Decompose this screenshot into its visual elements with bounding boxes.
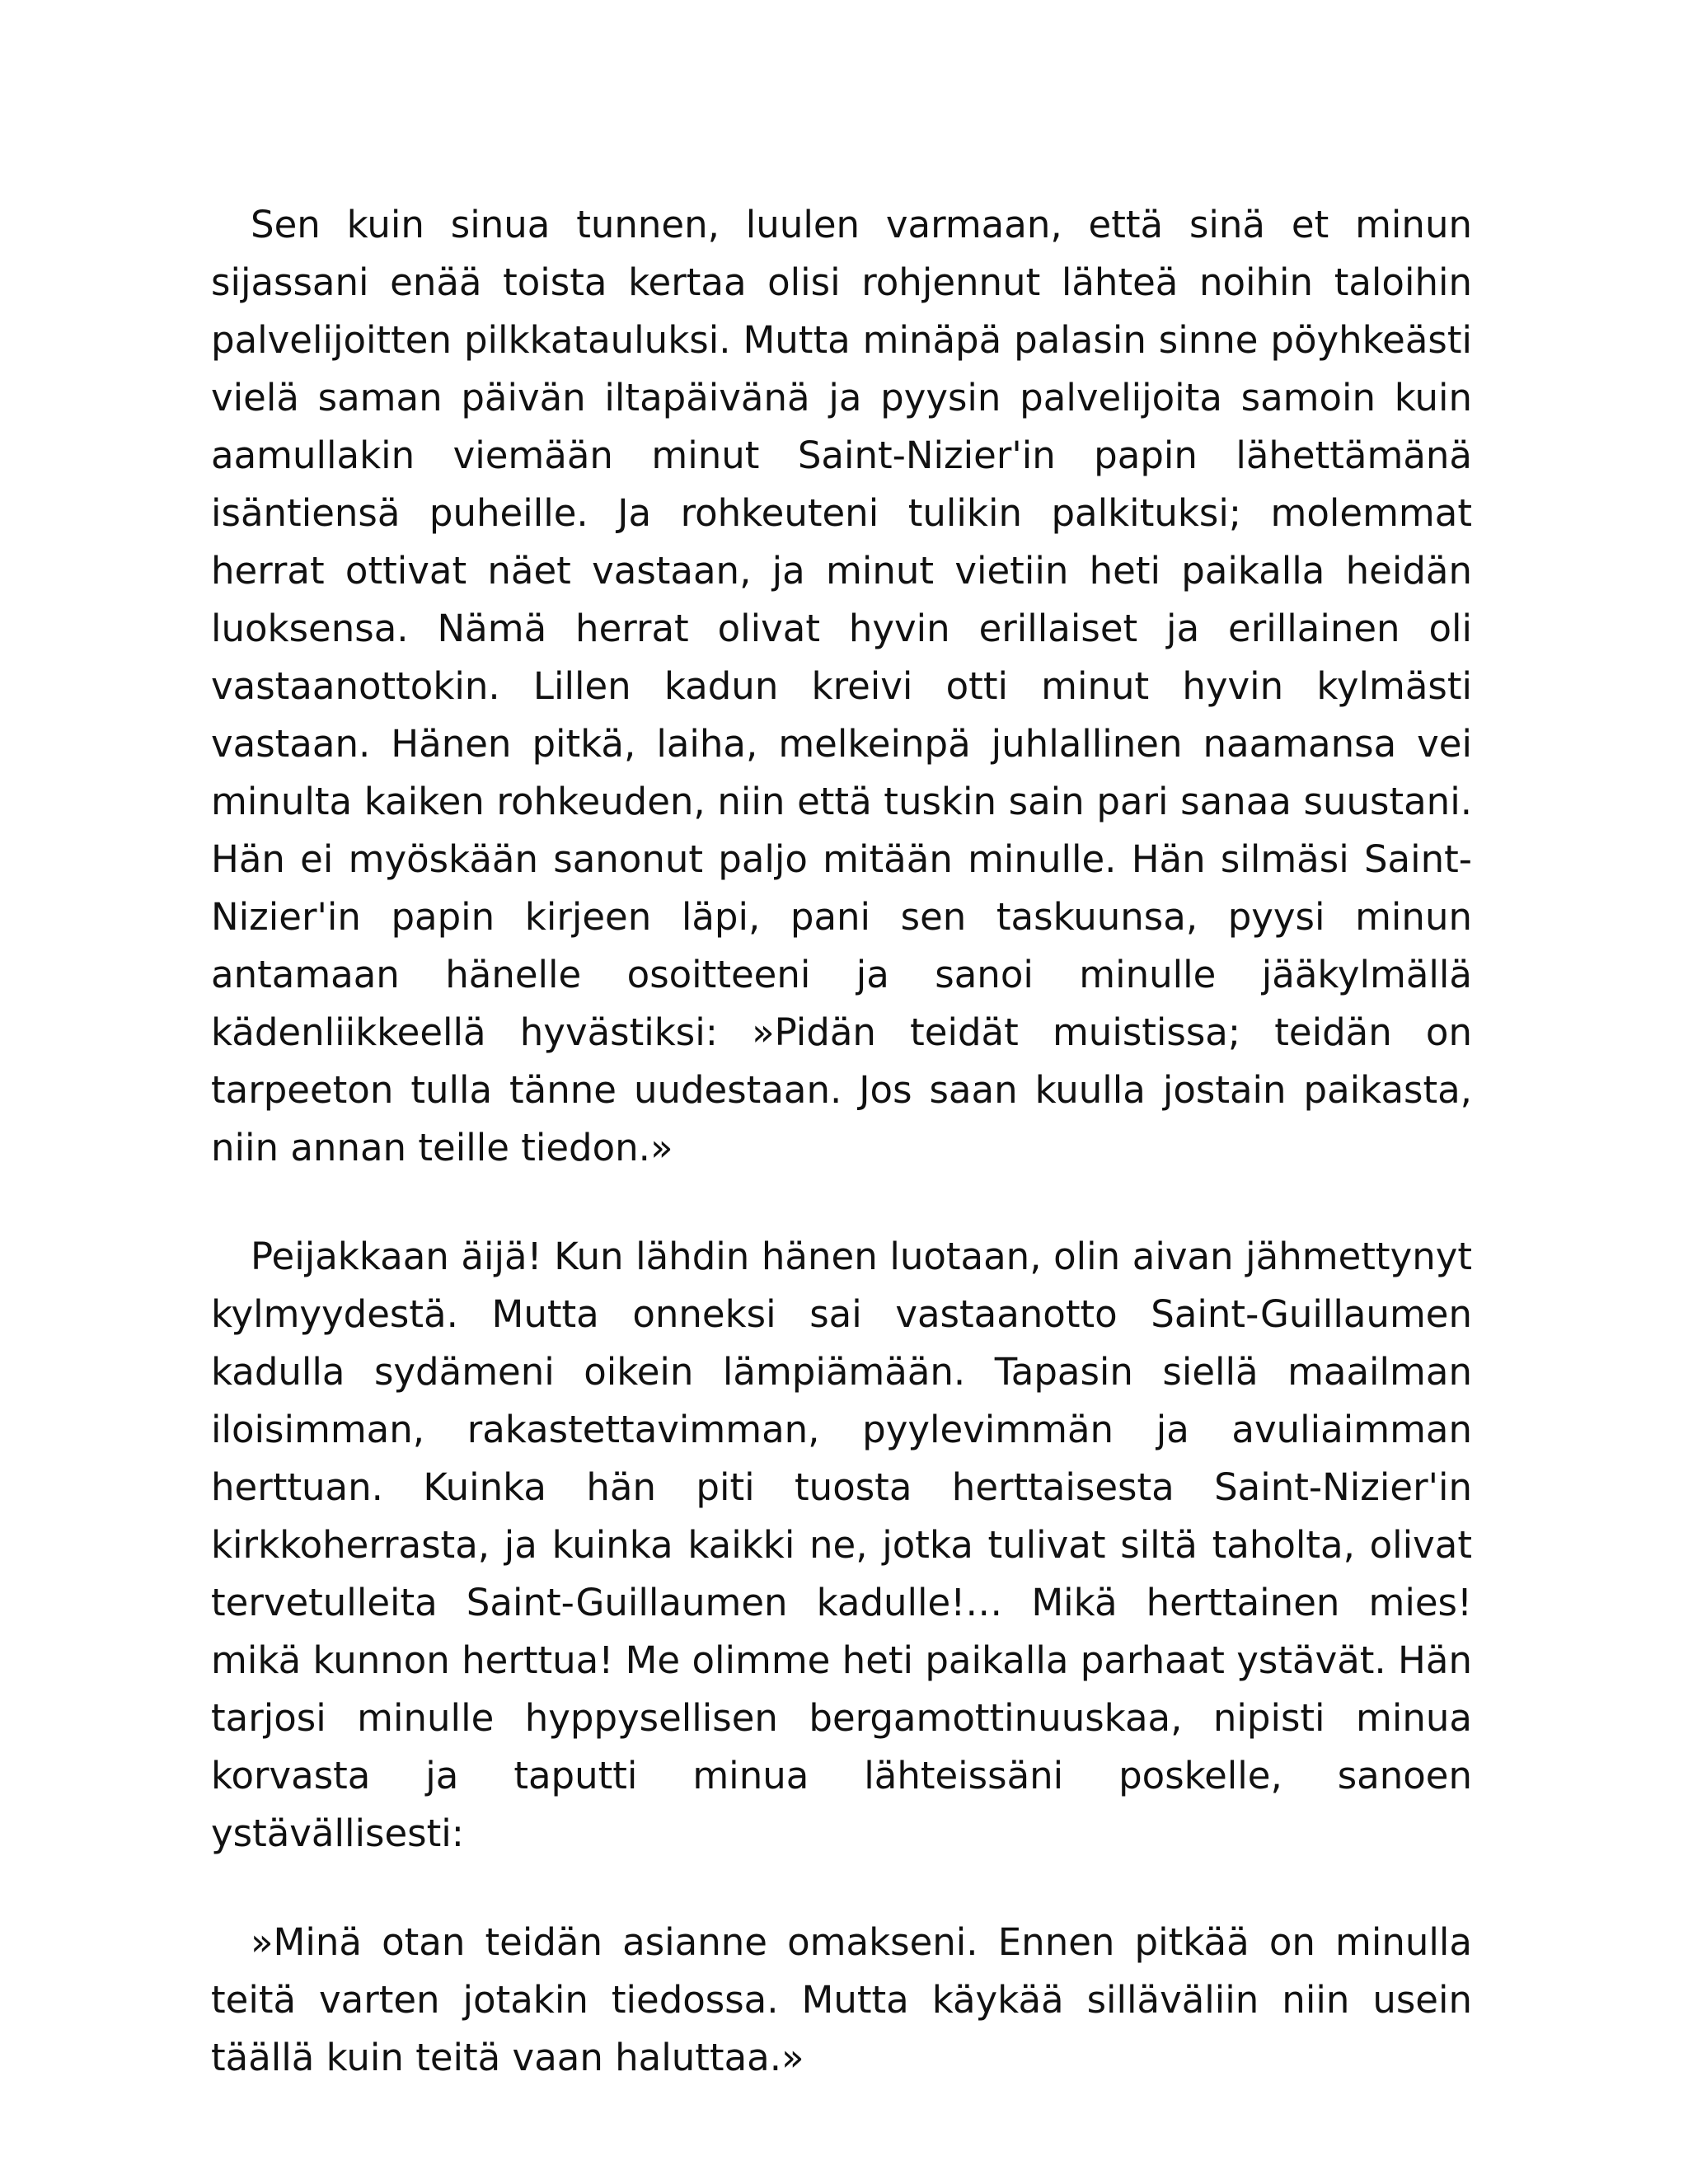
paragraph-2: Peijakkaan äijä! Kun lähdin hänen luotaan, olin aivan jähmettynyt kylmyydestä. Mutta onneksi sai vastaanotto Saint-Guillaumen kadulla sydämeni oikein lämpiämään. Tapasin siellä maailman iloisimman, rakastettavimman, pyylevimmän ja avuliaimman herttuan. Kuinka hän piti tuosta herttaisesta Saint-Nizier'in kirkkoherrasta, ja kuinka kaikki ne, jotka tulivat siltä taholta, olivat tervetulleita Saint-Guillaumen kadulle!… Mikä herttainen mies! mikä kunnon herttua! Me olimme heti paikalla parhaat ystävät. Hän tarjosi minulle hyppysellisen bergamottinuuskaa, nipisti minua korvasta ja taputti minua lähteissäni poskelle, sanoen ystävällisesti:: [211, 1235, 1472, 1855]
body-text: [211, 196, 1472, 2087]
paragraph-3: »Minä otan teidän asianne omakseni. Ennen pitkää on minulla teitä varten jotakin tiedossa. Mutta käykää silläväliin niin usein täällä kuin teitä vaan haluttaa.»: [211, 1920, 1472, 2079]
paragraph-1: Sen kuin sinua tunnen, luulen varmaan, että sinä et minun sijassani enää toista kertaa olisi rohjennut lähteä noihin taloihin palvelijoitten pilkkatauluksi. Mutta minäpä palasin sinne pöyhkeästi vielä saman päivän iltapäivänä ja pyysin palvelijoita samoin kuin aamullakin viemään minut Saint-Nizier'in papin lähettämänä isäntiensä puheille. Ja rohkeuteni tulikin palkituksi; molemmat herrat ottivat näet vastaan, ja minut vietiin heti paikalla heidän luoksensa. Nämä herrat olivat hyvin erillaiset ja erillainen oli vastaanottokin. Lillen kadun kreivi otti minut hyvin kylmästi vastaan. Hänen pitkä, laiha, melkeinpä juhlallinen naamansa vei minulta kaiken rohkeuden, niin että tuskin sain pari sanaa suustani. Hän ei myöskään sanonut paljo mitään minulle. Hän silmäsi Saint-Nizier'in papin kirjeen läpi, pani sen taskuunsa, pyysi minun antamaan hänelle osoitteeni ja sanoi minulle jääkylmällä kädenliikkeellä hyvästiksi: »Pidän teidät muistissa; teidän on tarpeeton tulla tänne uudestaan. Jos saan kuulla jostain paikasta, niin annan teille tiedon.»: [211, 203, 1472, 1169]
